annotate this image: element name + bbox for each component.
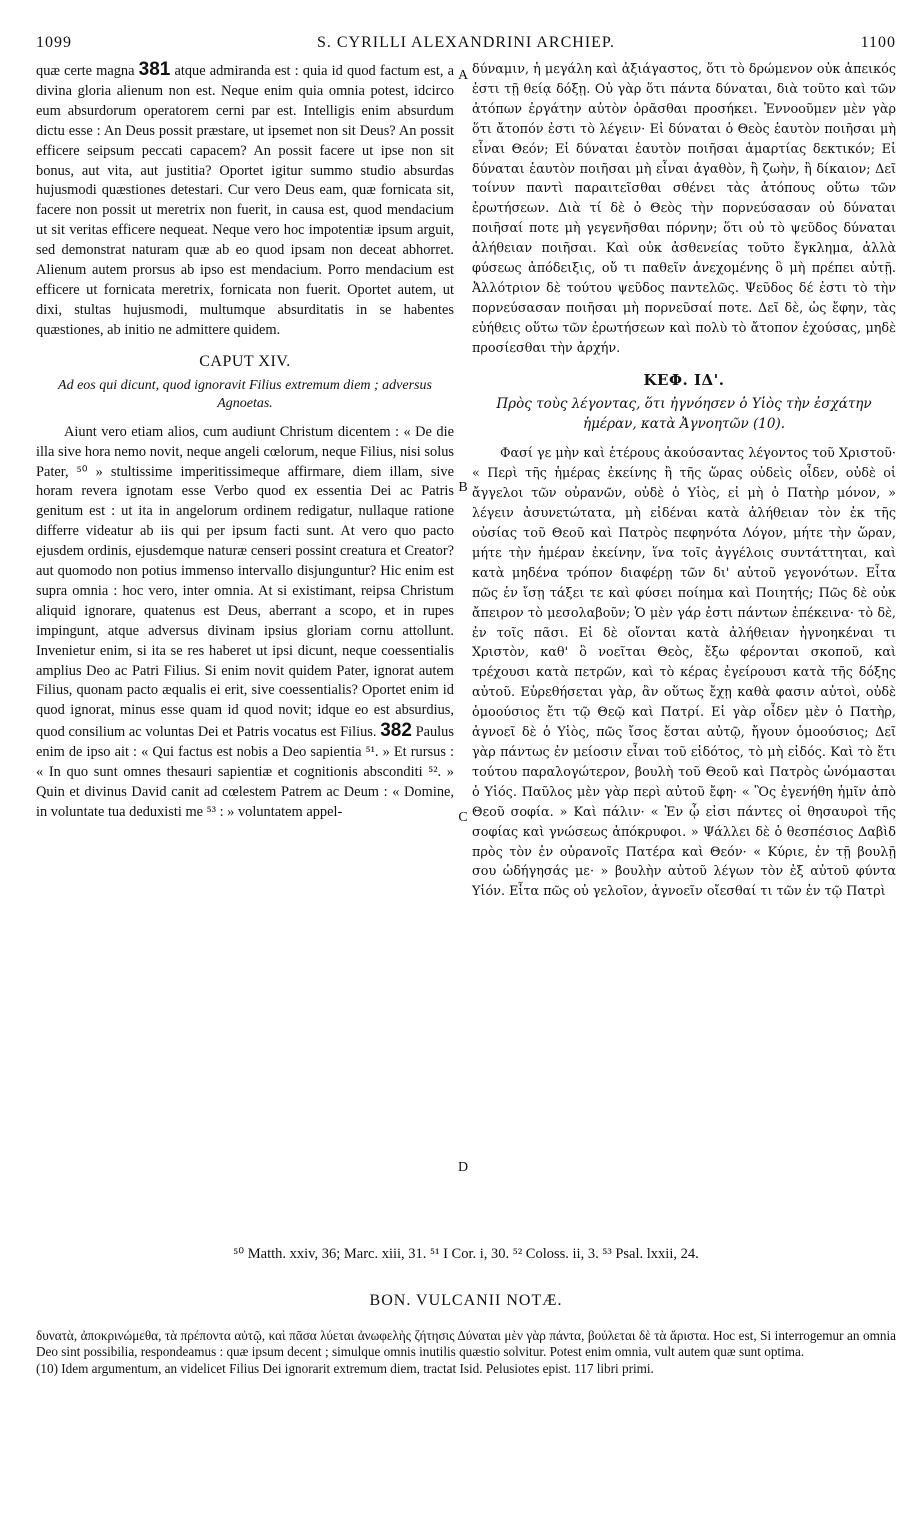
latin-column [36, 60, 454, 823]
editor-notes [36, 1328, 896, 1377]
greek-chapter-heading: ΚΕΦ. ΙΔ'. [643, 370, 725, 389]
greek-chapter-subtitle: Πρὸς τοὺς λέγοντας, ὅτι ἠγνόησεν ὁ Υἱὸς τὴν ἐσχάτην ἡμέραν, κατὰ Ἀγνοητῶν (10). [496, 395, 872, 432]
latin-paragraph-1 [36, 60, 454, 341]
margin-letter-a: A [457, 68, 469, 83]
two-columns [36, 60, 896, 1235]
page-marker-381: 381 [138, 59, 171, 80]
greek-column [472, 60, 896, 902]
page [36, 34, 896, 1235]
note-10: (10) Idem argumentum, an videlicet Filius Dei ignorarit extremum diem, tractat Isid. Pelusiotes epist. 117 libri primi. [36, 1360, 654, 1376]
note-continuation: δυνατὰ, ἀποκρινώμεθα, τὰ πρέποντα αὐτῷ, καὶ πᾶσα λύεται ἀνωφελὴς ζήτησις Δύναται μὲν γὰρ πάντα, βούλεται δὲ τὰ ἄριστα. Hoc est, Si interrogemur an omnia Deo sint possibilia, respondeamus : quæ ipsum decent ; simulque omnis inutilis quæstio solvitur. Potest enim omnia, vult autem quæ sunt optima. [36, 1328, 896, 1360]
latin-chapter-subtitle: Ad eos qui dicunt, quod ignoravit Filius extremum diem ; adversus Agnoetas. [58, 377, 432, 411]
latin-text: Aiunt vero etiam alios, cum audiunt Christum dicentem : « De die illa sive hora nemo novit, neque angeli cœlorum, neque Filius, nisi solus Pater, ⁵⁰ » stultissime imperitissimeque affirmare, diem illam, sive horam revera ignotam esse Verbo quod ex essentia Dei ac Patris genitum est : ut ita in angelorum ordinem redigatur, nullaque ratione differre videatur ab iis qui per ipsum facti sunt. At vero quo pacto ejusdem ordinis, ejusdemque naturæ censeri possint creatura et Creator? aut quomodo non potius immenso intervallo disjunguntur? Hic enim est supra omnia : hoc vero, inter omnia. At si existimant, reipsa Christum aliquid ignorare, quatenus est Deus, aberrant a scopo, et in rupes impingunt, atque adversus divinam ipsius gloriam cornu attollunt. Invenietur enim, si ita se res haberet ut ipsi dicunt, neque coessentialis amplius Deo ac Patri Filius. Si enim novit quidem Pater, ignorat autem Filius, quonam pacto æqualis ei erit, sive coessentialis? Oportet enim id quod ignorat, minus esse quam id quod novit; idque eo est absurdius, quod consilium ac voluntas Dei et Patris vocatus est Filius. [36, 423, 454, 741]
latin-text: Paulus enim de ipso ait : « Qui factus est nobis a Deo sapientia ⁵¹. » Et rursus : « In quo sunt omnes thesauri sapientiæ et cognitionis absconditi ⁵². » Quin et divinus David canit ad cœlestem Patrem ac Deum : « Domine, in voluntate tua deduxisti me ⁵³ : » voluntatem appel- [36, 724, 454, 820]
margin-letter-c: C [458, 810, 468, 825]
latin-chapter-heading: CAPUT XIV. [199, 352, 291, 370]
notes-heading: BON. VULCANII NOTÆ. [369, 1292, 563, 1309]
margin-letter-d: D [457, 1160, 469, 1175]
latin-text: atque admiranda est : quia id quod factum est, a divina gloria alienum non est. Neque enim quia omnia potest, idcirco eum absurdorum operatorem cerni par est. Intelligis enim absurdum dictu esse : An Deus possit præstare, ut ipsemet non sit Deus? An possit efficere seipsum peccati capacem? An possit facere ut ipse non sit bonus, aut vita, aut justitia? Oportet igitur summo studio absurdas hujusmodi quæstiones detestari. Cur vero Deus eam, quæ fornicata sit, facere non possit ut meretrix non fuerit, in causa est, quod mendacium ut sit veritas efficere nequeat. Neque vero hoc impotentiæ ipsum arguit, sed demonstrat naturam quæ ab eo quod ipsam non deceat abhorret. Alienum autem prorsus ab ipso est mendacium. Porro mendacium est efficere ut fornicata meretrix, fornicata non fuerit. Oportet autem, ut dixi, stultas hujusmodi, multumque absurditatis in se habentes quæstiones, ab initio ne admittere quidem. [36, 63, 454, 338]
running-title: S. CYRILLI ALEXANDRINI ARCHIEP. [316, 34, 616, 51]
greek-paragraph-1: δύναμιν, ἡ μεγάλη καὶ ἀξιάγαστος, ὅτι τὸ δρώμενον οὐκ ἀπεικός ἐστι τῇ θείᾳ δόξῃ. Οὐ γὰρ ὅτι πάντα δύναται, διὰ τοῦτο καὶ τῶν ἀτόπων ἐργάτην αὐτὸν ὁρᾶσθαι προσήκει. Ἐννοοῦμεν μὲν γὰρ ὅτι ἄτοπόν ἐστι τὸ λέγειν· Εἰ δύναται ὁ Θεὸς ἑαυτὸν ποιῆσαι μὴ εἶναι Θεόν; Εἰ δύναται ἑαυτὸν ποιῆσαι ἁμαρτίας δεκτικόν; Εἰ δύναται ἑαυτὸν ποιῆσαι μὴ εἶναι ἀγαθὸν, ἢ ζωὴν, ἢ δίκαιον; Δεῖ τοίνυν παντὶ παραιτεῖσθαι σθένει τὰς ἀτόπους οὕτω τῶν ἐρωτήσεων. Διὰ τί δὲ ὁ Θεὸς τὴν πορνεύσασαν οὐ δύναται ποιῆσαί ποτε μὴ γεγενῆσθαι πόρνην; ὅτι οὐ τὸ ψεῦδος δύναται ἀλήθειαν ποιῆσαι. Καὶ οὐκ ἀσθενείας τοῦτο ἔγκλημα, ἀλλὰ φύσεως ἀπόδειξις, οὔ τι παθεῖν ἀνεχομένης ὃ μὴ πρέπει αὐτῇ. Ἀλλότριον δὲ τούτου ψεῦδος παντελῶς. Ψεῦδος δέ ἐστι τὸ τὴν πορνεύσασαν ποιῆσαι μὴ πορνεῦσαί ποτε. Δεῖ δὲ, ὡς ἔφην, τὰς εὐήθεις οὕτω τῶν ἐρωτήσεων καὶ πολὺ τὸ ἄτοπον ἐχούσας, μηδὲ προσίεσθαι τὴν ἀρχήν. [472, 62, 896, 356]
greek-paragraph-2: Φασί γε μὴν καὶ ἑτέρους ἀκούσαντας λέγοντος τοῦ Χριστοῦ· « Περὶ τῆς ἡμέρας ἐκείνης ἢ τῆς ὥρας οὐδεὶς οἶδεν, οὐδὲ οἱ ἄγγελοι τῶν οὐρανῶν, οὐδὲ ὁ Υἱὸς, εἰ μὴ ὁ Πατὴρ μόνον, » λέγειν ἀσυνετώτατα, μὴ εἰδέναι κατὰ ἀλήθειαν τὸν ἐκ τῆς οὐσίας τοῦ Θεοῦ καὶ Πατρὸς πεφηνότα Λόγον, μήτε τὴν ὥραν, μήτε τὴν ἡμέραν ἐκείνην, ἵνα τοῖς ἀγγέλοις συντάττηται, καὶ κατὰ μηδένα τρόπον διαφέρῃ τῶν δι' αὐτοῦ γεγονότων. Εἶτα πῶς ἐν ἴσῃ τάξει τε καὶ φύσει ποίημα καὶ Ποιητής; Πῶς δὲ οὐκ ἄπειρον τὸ μεσολαβοῦν; Ὁ μὲν γάρ ἐστι πάντων ἐπέκεινα· τὸ δὲ, ἐν τοῖς πᾶσι. Εἰ δὲ οἴονται κατὰ ἀλήθειαν ἠγνοηκέναι τι Χριστὸν, καθ' ὃ νοεῖται Θεὸς, ἔξω φέρονται σκοποῦ, καὶ τρέχουσι κατὰ πετρῶν, καὶ τὸ κέρας ἐγείρουσι κατὰ τῆς δόξης αὐτοῦ. Εὑρεθήσεται γὰρ, ἂν οὕτως ἔχῃ καθὰ φασιν αὐτοὶ, οὐδὲ ὁμοούσιος ἔτι τῷ Θεῷ καὶ Πατρί. Εἰ γὰρ οἶδεν μὲν ὁ Πατὴρ, ἀγνοεῖ δὲ ὁ Υἱὸς, πῶς ἴσος ἔσται αὐτῷ, ἤγουν ὁμοούσιος; Δεῖ γὰρ πάντως ἐν μείοσιν εἶναι τοῦ εἰδότος, τὸ μὴ εἰδός. Καὶ τὸ ἔτι τούτου παραλογώτερον, βουλὴ τοῦ Θεοῦ καὶ Πατρὸς ὠνόμασται ὁ Υἱός. Παῦλος μὲν γὰρ περὶ αὐτοῦ ἔφη· « Ὃς ἐγενήθη ἡμῖν ἀπὸ Θεοῦ σοφία. » Καὶ πάλιν· « Ἐν ᾧ εἰσι πάντες οἱ θησαυροὶ τῆς σοφίας καὶ γνώσεως ἀπόκρυφοι. » Ψάλλει δὲ ὁ θεσπέσιος Δαβὶδ πρὸς τὸν ἐν οὐρανοῖς Πατέρα καὶ Θεόν· « Κύριε, ἐν τῇ βουλῇ σου ὡδήγησάς με· » βουλὴν αὐτοῦ λέγων τὸν ἐξ αὐτοῦ φύντα Υἱόν. Εἶτα πῶς οὐ γελοῖον, ἀγνοεῖν οἴεσθαί τι τῶν ἐν τῷ Πατρὶ [472, 446, 896, 900]
margin-letter-b: B [458, 480, 468, 495]
latin-text: quæ certe magna [36, 63, 135, 79]
page-number-left: 1099 [36, 34, 72, 51]
latin-paragraph-2 [36, 423, 454, 823]
scripture-footnotes: ⁵⁰ Matth. xxiv, 36; Marc. xiii, 31. ⁵¹ I Cor. i, 30. ⁵² Coloss. ii, 3. ⁵³ Psal. lxxii, 24. [233, 1246, 699, 1262]
page-number-right: 1100 [860, 34, 896, 51]
page-marker-382: 382 [380, 720, 412, 742]
running-header [36, 34, 896, 60]
